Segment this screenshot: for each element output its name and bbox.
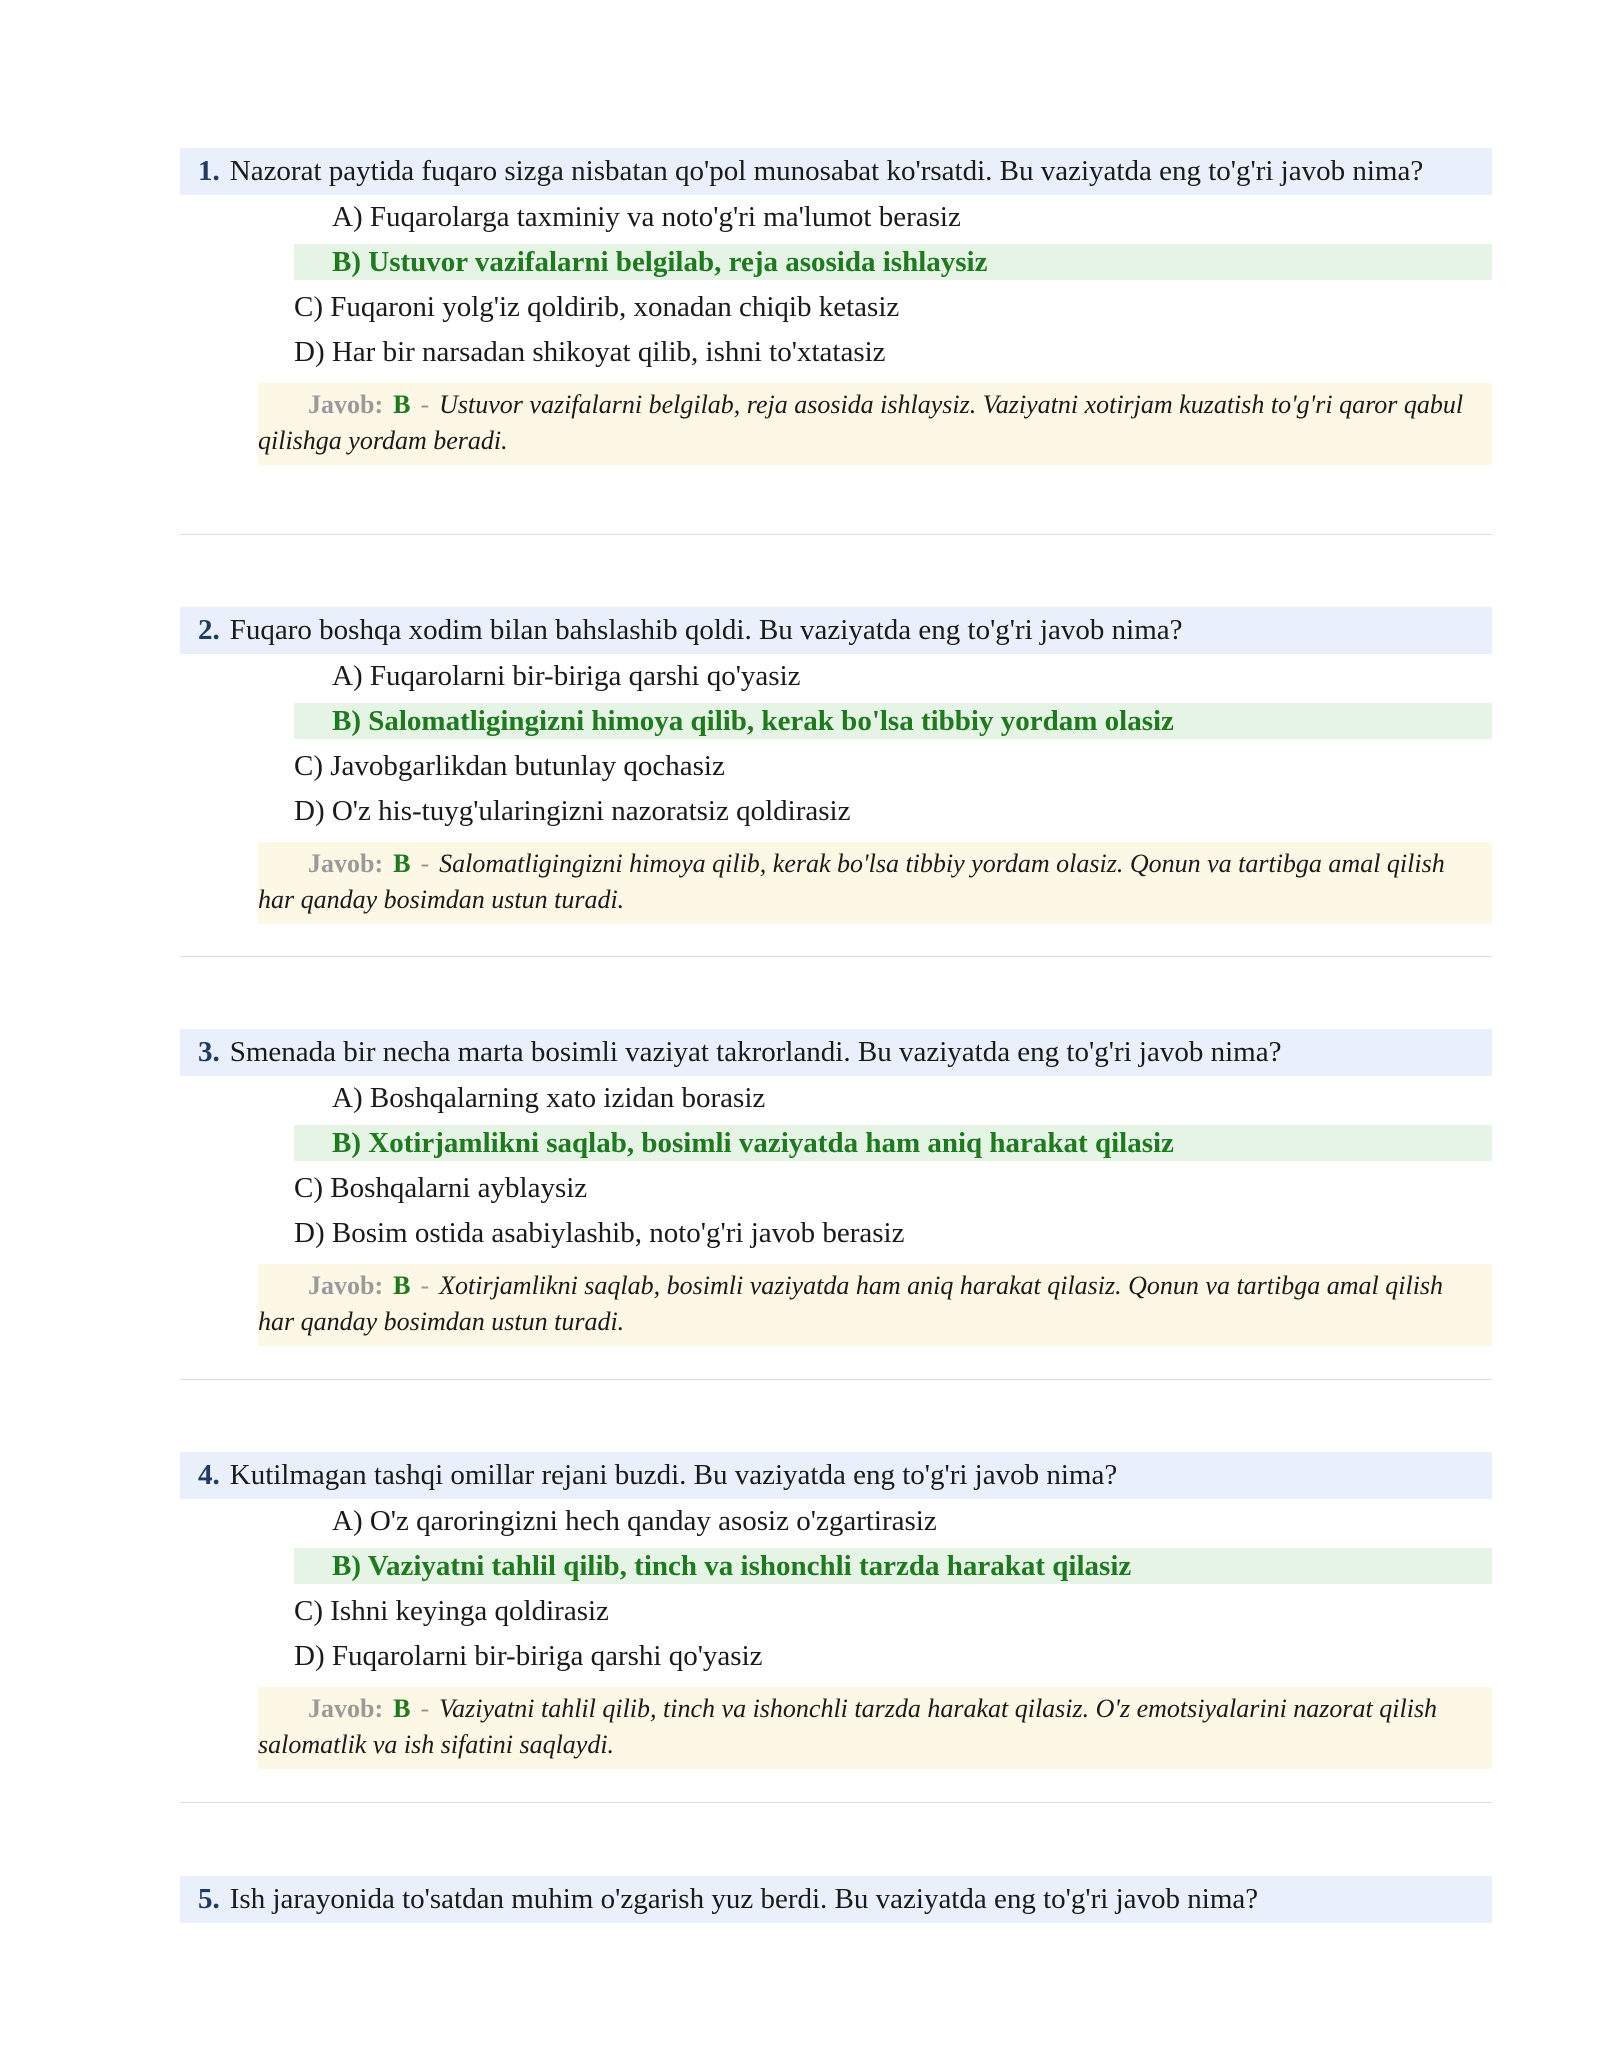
answer-explanation — [258, 1264, 1492, 1346]
answer-explanation — [258, 1687, 1492, 1769]
answer-explanation — [258, 383, 1492, 465]
divider — [180, 534, 1492, 535]
answer-letter: B — [393, 1271, 411, 1300]
answer-label: Javob: — [308, 849, 384, 878]
question-stem — [180, 1029, 1492, 1076]
option-b-correct: B) Ustuvor vazifalarni belgilab, reja asosida ishlaysiz — [294, 244, 1492, 280]
option-d: D) Fuqarolarni bir-biriga qarshi qo'yasiz — [294, 1640, 763, 1672]
option-c: C) Fuqaroni yolg'iz qoldirib, xonadan chiqib ketasiz — [294, 291, 900, 323]
option-b-correct: B) Vaziyatni tahlil qilib, tinch va ishonchli tarzda harakat qilasiz — [294, 1548, 1492, 1584]
question-number: 3. — [198, 1036, 220, 1068]
option-a: A) Boshqalarning xato izidan borasiz — [332, 1082, 766, 1114]
answer-dash: - — [420, 390, 430, 419]
question-number: 1. — [198, 155, 220, 187]
question-text: Smenada bir necha marta bosimli vaziyat takrorlandi. Bu vaziyatda eng to'g'ri javob nima? — [229, 1036, 1282, 1068]
option-c: C) Javobgarlikdan butunlay qochasiz — [294, 750, 725, 782]
option-d: D) O'z his-tuyg'ularingizni nazoratsiz qoldirasiz — [294, 795, 851, 827]
option-c: C) Boshqalarni ayblaysiz — [294, 1172, 588, 1204]
answer-dash: - — [420, 1271, 430, 1300]
question-number: 5. — [198, 1883, 220, 1915]
question-number: 4. — [198, 1459, 220, 1491]
question-text: Kutilmagan tashqi omillar rejani buzdi. Bu vaziyatda eng to'g'ri javob nima? — [229, 1459, 1118, 1491]
answer-text: Xotirjamlikni saqlab, bosimli vaziyatda ham aniq harakat qilasiz. Qonun va tartibga amal qilish har qanday bosimdan ustun turadi. — [258, 1271, 1444, 1336]
option-a: A) Fuqarolarga taxminiy va noto'g'ri ma'lumot berasiz — [332, 201, 961, 233]
question-3 — [180, 1029, 1492, 1346]
option-d: D) Har bir narsadan shikoyat qilib, ishni to'xtatasiz — [294, 336, 886, 368]
divider — [180, 1802, 1492, 1803]
question-stem — [180, 1876, 1492, 1923]
answer-text: Vaziyatni tahlil qilib, tinch va ishonchli tarzda harakat qilasiz. O'z emotsiyalarini nazorat qilish salomatlik va ish sifatini saqlaydi. — [258, 1694, 1438, 1759]
option-a: A) Fuqarolarni bir-biriga qarshi qo'yasiz — [332, 660, 801, 692]
answer-label: Javob: — [308, 1694, 384, 1723]
question-stem — [180, 148, 1492, 195]
option-a: A) O'z qaroringizni hech qanday asosiz o'zgartirasiz — [332, 1505, 937, 1537]
answer-explanation — [258, 842, 1492, 924]
question-text: Nazorat paytida fuqaro sizga nisbatan qo'pol munosabat ko'rsatdi. Bu vaziyatda eng to'g'ri javob nima? — [229, 155, 1424, 187]
question-4 — [180, 1452, 1492, 1769]
answer-text: Salomatligingizni himoya qilib, kerak bo'lsa tibbiy yordam olasiz. Qonun va tartibga amal qilish har qanday bosimdan ustun turadi. — [258, 849, 1445, 914]
question-stem — [180, 607, 1492, 654]
answer-label: Javob: — [308, 390, 384, 419]
option-b-correct: B) Xotirjamlikni saqlab, bosimli vaziyatda ham aniq harakat qilasiz — [294, 1125, 1492, 1161]
answer-letter: B — [393, 1694, 411, 1723]
divider — [180, 956, 1492, 957]
question-text: Fuqaro boshqa xodim bilan bahslashib qoldi. Bu vaziyatda eng to'g'ri javob nima? — [229, 614, 1183, 646]
answer-dash: - — [420, 1694, 430, 1723]
question-text: Ish jarayonida to'satdan muhim o'zgarish yuz berdi. Bu vaziyatda eng to'g'ri javob nima? — [229, 1883, 1259, 1915]
question-stem — [180, 1452, 1492, 1499]
divider — [180, 1379, 1492, 1380]
answer-text: Ustuvor vazifalarni belgilab, reja asosida ishlaysiz. Vaziyatni xotirjam kuzatish to'g'ri qaror qabul qilishga yordam beradi. — [258, 390, 1464, 455]
question-5 — [180, 1876, 1492, 1923]
option-d: D) Bosim ostida asabiylashib, noto'g'ri javob berasiz — [294, 1217, 905, 1249]
answer-label: Javob: — [308, 1271, 384, 1300]
answer-letter: B — [393, 849, 411, 878]
question-1 — [180, 148, 1492, 465]
answer-letter: B — [393, 390, 411, 419]
option-c: C) Ishni keyinga qoldirasiz — [294, 1595, 609, 1627]
question-2 — [180, 607, 1492, 924]
answer-dash: - — [420, 849, 430, 878]
question-number: 2. — [198, 614, 220, 646]
option-b-correct: B) Salomatligingizni himoya qilib, kerak bo'lsa tibbiy yordam olasiz — [294, 703, 1492, 739]
